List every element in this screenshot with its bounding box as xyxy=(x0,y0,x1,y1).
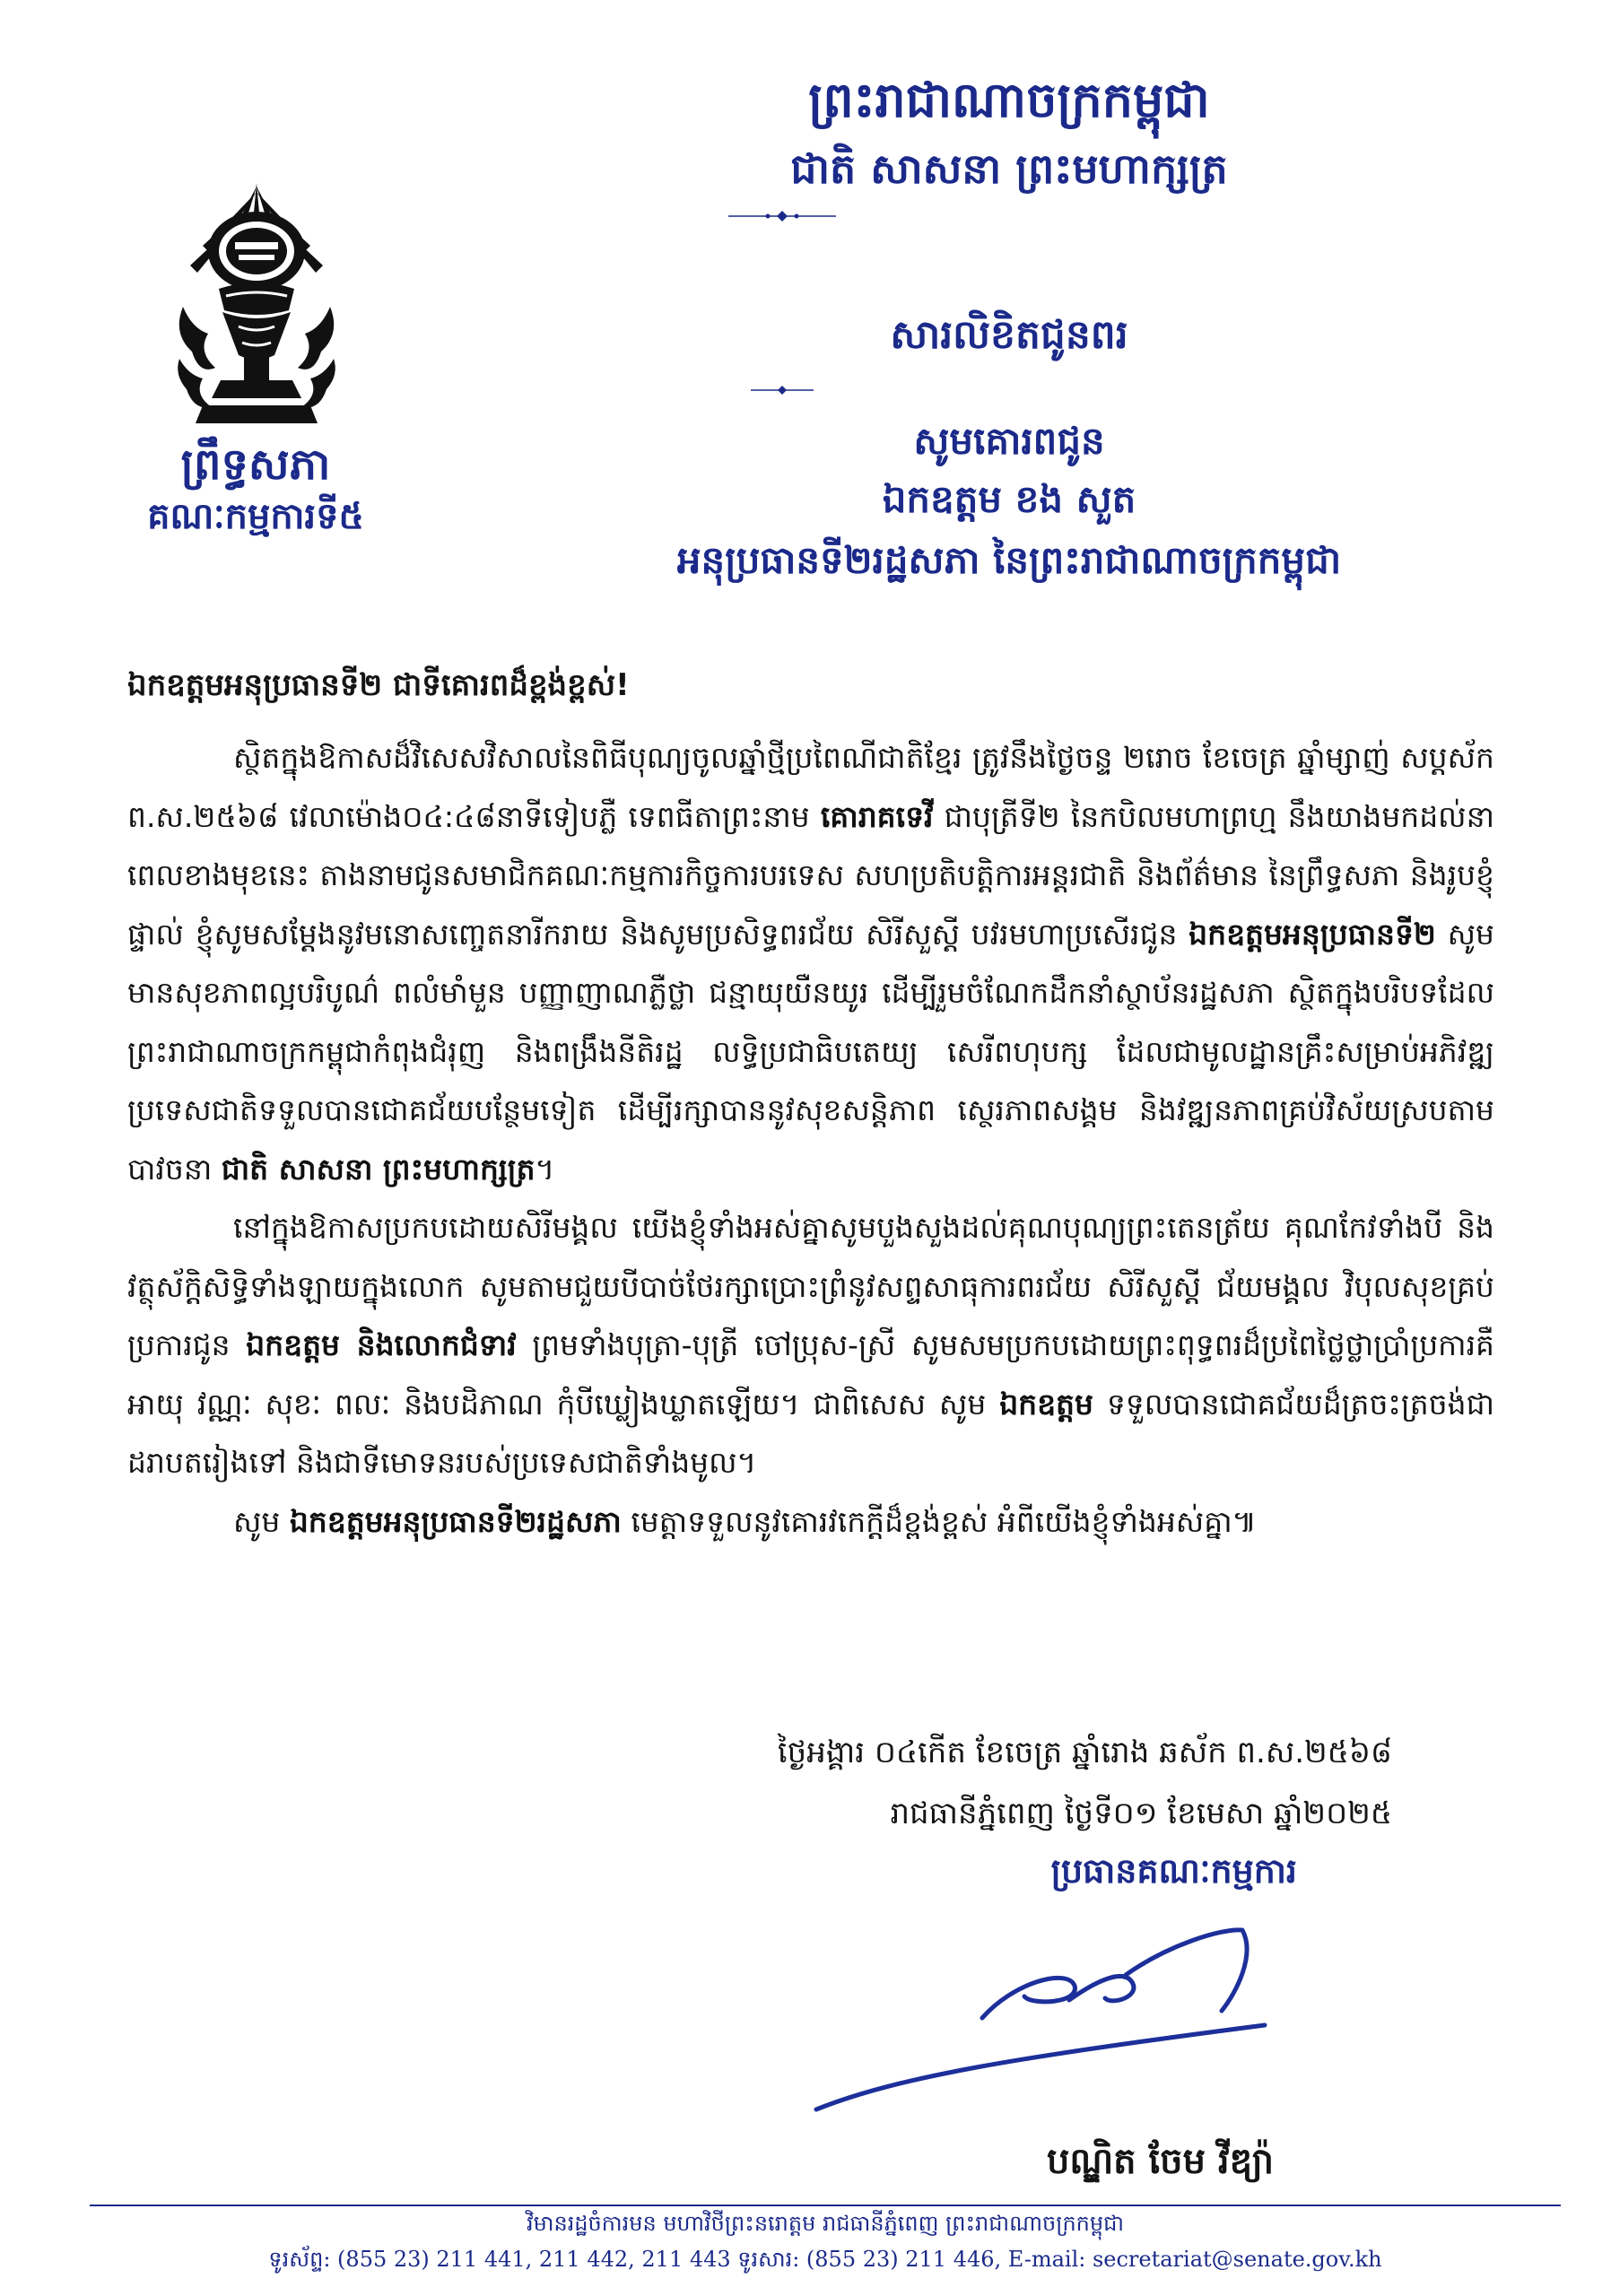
kingdom-title: ព្រះរាជាណាចក្រកម្ពុជា xyxy=(808,72,1210,128)
senate-name: ព្រឹទ្ធសភា xyxy=(180,439,331,490)
recipient-intro: សូមគោរពជូន xyxy=(913,419,1105,463)
signer-title: ប្រធានគណៈកម្មការ xyxy=(1050,1851,1297,1891)
senate-emblem-logo xyxy=(167,176,346,432)
footer-address: វិមានរដ្ឋចំការមន មហាវិថីព្រះនរោត្តម រាជធានីភ្នំពេញ ព្រះរាជាណាចក្រកម្ពុជា xyxy=(526,2211,1124,2236)
national-motto: ជាតិ សាសនា ព្រះមហាក្សត្រ xyxy=(790,144,1228,193)
signer-name: បណ្ឌិត ចែម វីឌ្យ៉ា xyxy=(1046,2141,1274,2182)
salutation: ឯកឧត្តមអនុប្រធានទី២ ជាទីគោរពដ៏ខ្ពង់ខ្ពស់! xyxy=(127,667,630,703)
handwritten-signature xyxy=(789,1919,1292,2126)
footer-divider xyxy=(90,2205,1561,2206)
recipient-name: ឯកឧត្តម ខង សួត xyxy=(882,477,1136,521)
lunar-date: ថ្ងៃអង្គារ ០៤កើត ខែចេត្រ ឆ្នាំរោង ឆស័ក ព.ស.២៥៦៨ xyxy=(777,1735,1392,1770)
body-paragraph-3: សូម ឯកឧត្តមអនុប្រធានទី២រដ្ឋសភា មេត្តាទទួលនូវគោរវកេក្តីដ៏ខ្ពង់ខ្ពស់ អំពីយើងខ្ញុំទាំងអស់គ្នា៕ xyxy=(233,1503,1258,1539)
letter-body xyxy=(127,728,1494,1551)
committee-name: គណៈកម្មការទី៥ xyxy=(147,496,364,537)
body-paragraph-1: ស្ថិតក្នុងឱកាសដ៏វិសេសវិសាលនៃពិធីបុណ្យចូលឆ្នាំថ្មីប្រពៃណីជាតិខ្មែរ ត្រូវនឹងថ្ងៃចន្ទ ២រោច ខែចេត្រ ឆ្នាំម្សាញ់ សប្តស័ក ព.ស.២៥៦៨ វេលាម៉ោង០៤:៤៨នាទីទៀបភ្លឺ ទេពធីតាព្រះនាម គោរាគទេវី ជាបុត្រីទី២ នៃកបិលមហាព្រហ្ម នឹងយាងមកដល់នាពេលខាងមុខនេះ តាងនាមជូនសមាជិកគណៈកម្មការកិច្ចការបរទេស សហប្រតិបត្តិការអន្តរជាតិ និងព័ត៌មាន នៃព្រឹទ្ធសភា និងរូបខ្ញុំផ្ទាល់ ខ្ញុំសូមសម្តែងនូវមនោសញ្ចេតនារីករាយ និងសូមប្រសិទ្ធពរជ័យ សិរីសួស្តី បវរមហាប្រសើរជូន ឯកឧត្តមអនុប្រធានទី២ សូមមានសុខភាពល្អបរិបូណ៌ ពលំមាំមួន បញ្ញាញាណភ្លឺថ្លា ជន្មាយុយឺនយូរ ដើម្បីរួមចំណែកដឹកនាំស្ថាប័នរដ្ឋសភា ស្ថិតក្នុងបរិបទដែលព្រះរាជាណាចក្រកម្ពុជាកំពុងជំរុញ និងពង្រឹងនីតិរដ្ឋ លទ្ធិប្រជាធិបតេយ្យ សេរីពហុបក្ស ដែលជាមូលដ្ឋានគ្រឹះសម្រាប់អភិវឌ្ឍប្រទេសជាតិទទួលបានជោគជ័យបន្ថែមទៀត ដើម្បីរក្សាបាននូវសុខសន្តិភាព ស្ថេរភាពសង្គម និងវឌ្ឍនភាពគ្រប់វិស័យស្របតាមបាវចនា ជាតិ សាសនា ព្រះមហាក្សត្រ។ xyxy=(127,740,1494,1187)
body-paragraph-2: នៅក្នុងឱកាសប្រកបដោយសិរីមង្គល យើងខ្ញុំទាំងអស់គ្នាសូមបួងសួងដល់គុណបុណ្យព្រះតេនត្រ័យ គុណកែវទាំងបី និងវត្ថុស័ក្តិសិទ្ធិទាំងឡាយក្នុងលោក សូមតាមជួយបីបាច់ថែរក្សាប្រោះព្រំនូវសព្ទសាធុការពរជ័យ សិរីសួស្តី ជ័យមង្គល វិបុលសុខគ្រប់ប្រការជូន ឯកឧត្តម និងលោកជំទាវ ព្រមទាំងបុត្រា-បុត្រី ចៅប្រុស-ស្រី សូមសមប្រកបដោយព្រះពុទ្ធពរដ៏ប្រពៃថ្លៃថ្លាប្រាំប្រការគឺ អាយុ វណ្ណៈ សុខៈ ពលៈ និងបដិភាណ កុំបីឃ្លៀងឃ្លាតឡើយ។ ជាពិសេស សូម ឯកឧត្តម ទទួលបានជោគជ័យដ៏ត្រចះត្រចង់ជាដរាបតរៀងទៅ និងជាទីមោទនរបស់ប្រទេសជាតិទាំងមូល។ xyxy=(127,1210,1495,1480)
divider-ornament xyxy=(728,210,836,222)
divider-ornament-small xyxy=(751,384,814,396)
recipient-position: អនុប្រធានទី២រដ្ឋសភា នៃព្រះរាជាណាចក្រកម្ពុជា xyxy=(676,538,1342,582)
place-and-date: រាជធានីភ្នំពេញ ថ្ងៃទី០១ ខែមេសា ឆ្នាំ២០២៥ xyxy=(890,1796,1392,1831)
footer-contact: ទូរស័ព្ទ: (855 23) 211 441, 211 442, 211 443 ទូរសារ: (855 23) 211 446, E-mail: secretariat@senate.gov.kh xyxy=(268,2247,1382,2272)
document-title: សារលិខិតជូនពរ xyxy=(890,312,1128,358)
